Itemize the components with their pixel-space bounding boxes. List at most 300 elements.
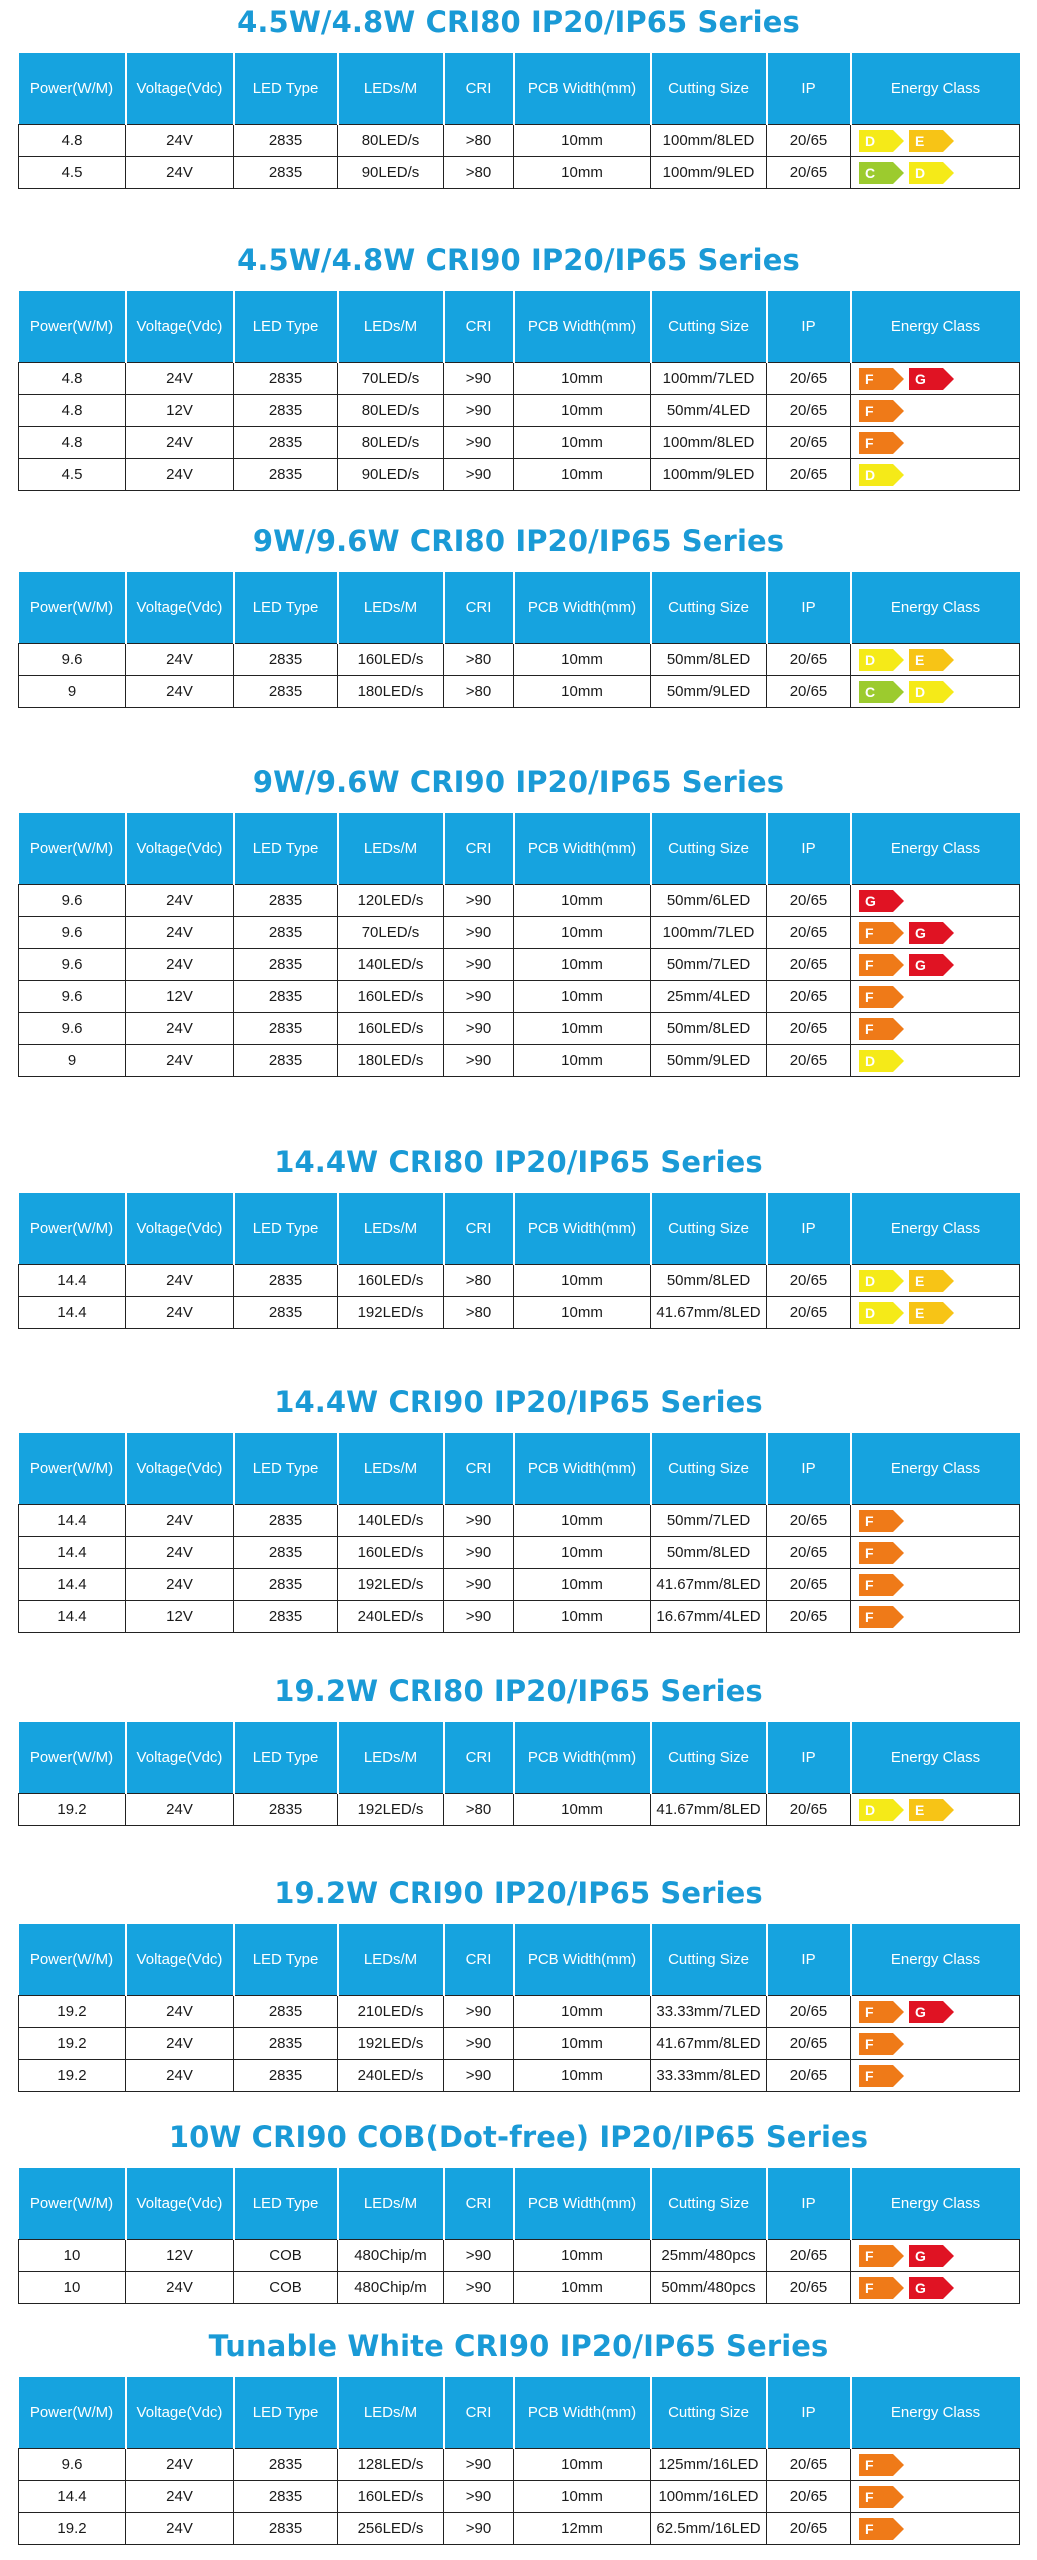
cell-cut: 50mm/7LED	[651, 1505, 767, 1537]
cell-led-type: 2835	[234, 885, 338, 917]
table-row	[19, 1601, 1020, 1633]
energy-class-badge: F	[859, 2065, 893, 2087]
cell-cut: 50mm/8LED	[651, 644, 767, 676]
spec-table	[18, 2168, 1020, 2304]
cell-energy-class	[851, 157, 1020, 189]
cell-leds: 120LED/s	[338, 885, 444, 917]
cell-energy-class	[851, 2481, 1020, 2513]
column-header: Power(W/M)	[19, 291, 126, 363]
column-header: IP	[767, 1433, 851, 1505]
cell-cri: >90	[444, 949, 514, 981]
cell-voltage: 12V	[126, 395, 234, 427]
table-header-row	[19, 291, 1020, 363]
cell-cut: 100mm/7LED	[651, 363, 767, 395]
column-header: Cutting Size	[651, 53, 767, 125]
cell-voltage: 24V	[126, 157, 234, 189]
column-header: Power(W/M)	[19, 1924, 126, 1996]
cell-power: 19.2	[19, 1794, 126, 1826]
series-section	[18, 760, 1019, 1077]
column-header: LED Type	[234, 2377, 338, 2449]
series-title: 19.2W CRI80 IP20/IP65 Series	[274, 1674, 763, 1708]
cell-led-type: 2835	[234, 949, 338, 981]
cell-ip: 20/65	[767, 1794, 851, 1826]
cell-power: 14.4	[19, 1537, 126, 1569]
table-header-row	[19, 1433, 1020, 1505]
series-section	[18, 1871, 1019, 2092]
cell-cut: 62.5mm/16LED	[651, 2513, 767, 2545]
series-title: 10W CRI90 COB(Dot-free) IP20/IP65 Series	[168, 2120, 869, 2154]
cell-cut: 33.33mm/7LED	[651, 1996, 767, 2028]
cell-cut: 50mm/9LED	[651, 676, 767, 708]
energy-class-badge: F	[859, 1574, 893, 1596]
column-header: LEDs/M	[338, 572, 444, 644]
cell-power: 4.8	[19, 363, 126, 395]
cell-leds: 160LED/s	[338, 644, 444, 676]
cell-led-type: 2835	[234, 676, 338, 708]
column-header: CRI	[444, 1924, 514, 1996]
column-header: PCB Width(mm)	[514, 572, 651, 644]
energy-class-badge: D	[859, 1799, 893, 1821]
cell-cut: 50mm/6LED	[651, 885, 767, 917]
cell-led-type: 2835	[234, 2060, 338, 2092]
cell-ip: 20/65	[767, 1265, 851, 1297]
cell-cut: 41.67mm/8LED	[651, 1569, 767, 1601]
cell-power: 9.6	[19, 2449, 126, 2481]
column-header: PCB Width(mm)	[514, 1722, 651, 1794]
column-header: Power(W/M)	[19, 1433, 126, 1505]
cell-cut: 16.67mm/4LED	[651, 1601, 767, 1633]
column-header: Cutting Size	[651, 1433, 767, 1505]
cell-ip: 20/65	[767, 1996, 851, 2028]
table-header-row	[19, 53, 1020, 125]
cell-cri: >90	[444, 981, 514, 1013]
cell-leds: 80LED/s	[338, 427, 444, 459]
cell-leds: 480Chip/m	[338, 2272, 444, 2304]
cell-energy-class	[851, 1013, 1020, 1045]
cell-voltage: 24V	[126, 949, 234, 981]
cell-cut: 100mm/8LED	[651, 125, 767, 157]
cell-power: 9.6	[19, 1013, 126, 1045]
cell-ip: 20/65	[767, 2481, 851, 2513]
cell-cri: >90	[444, 1013, 514, 1045]
cell-cri: >90	[444, 2028, 514, 2060]
cell-led-type: 2835	[234, 2513, 338, 2545]
cell-power: 19.2	[19, 2060, 126, 2092]
cell-energy-class	[851, 1265, 1020, 1297]
cell-energy-class	[851, 981, 1020, 1013]
column-header: IP	[767, 572, 851, 644]
column-header: IP	[767, 2377, 851, 2449]
table-row	[19, 1505, 1020, 1537]
table-row	[19, 125, 1020, 157]
table-row	[19, 1794, 1020, 1826]
table-row	[19, 395, 1020, 427]
table-row	[19, 1569, 1020, 1601]
cell-cri: >90	[444, 363, 514, 395]
cell-led-type: 2835	[234, 644, 338, 676]
cell-cut: 100mm/9LED	[651, 459, 767, 491]
cell-pcb: 10mm	[514, 1265, 651, 1297]
column-header: LED Type	[234, 1924, 338, 1996]
cell-voltage: 24V	[126, 1996, 234, 2028]
column-header: Voltage(Vdc)	[126, 1924, 234, 1996]
cell-voltage: 24V	[126, 1794, 234, 1826]
cell-power: 9.6	[19, 885, 126, 917]
cell-cri: >90	[444, 2481, 514, 2513]
cell-leds: 160LED/s	[338, 2481, 444, 2513]
cell-power: 9.6	[19, 981, 126, 1013]
cell-cut: 50mm/8LED	[651, 1013, 767, 1045]
energy-class-badge: F	[859, 922, 893, 944]
cell-cri: >90	[444, 1537, 514, 1569]
energy-class-badge: G	[909, 2245, 943, 2267]
cell-power: 9.6	[19, 644, 126, 676]
cell-energy-class	[851, 1297, 1020, 1329]
cell-ip: 20/65	[767, 1297, 851, 1329]
table-row	[19, 2240, 1020, 2272]
cell-power: 14.4	[19, 1265, 126, 1297]
cell-ip: 20/65	[767, 949, 851, 981]
column-header: LEDs/M	[338, 1433, 444, 1505]
cell-led-type: 2835	[234, 363, 338, 395]
column-header: IP	[767, 1722, 851, 1794]
cell-ip: 20/65	[767, 1505, 851, 1537]
column-header: LEDs/M	[338, 813, 444, 885]
spec-table	[18, 813, 1020, 1077]
energy-class-badge: F	[859, 1542, 893, 1564]
column-header: LED Type	[234, 572, 338, 644]
cell-voltage: 24V	[126, 644, 234, 676]
table-row	[19, 1537, 1020, 1569]
cell-cri: >80	[444, 125, 514, 157]
energy-class-badge: E	[909, 1799, 943, 1821]
cell-power: 9	[19, 1045, 126, 1077]
cell-ip: 20/65	[767, 125, 851, 157]
column-header: Cutting Size	[651, 1924, 767, 1996]
cell-ip: 20/65	[767, 885, 851, 917]
cell-power: 19.2	[19, 2513, 126, 2545]
spec-table	[18, 1924, 1020, 2092]
cell-led-type: 2835	[234, 157, 338, 189]
column-header: CRI	[444, 572, 514, 644]
table-row	[19, 1265, 1020, 1297]
energy-class-badge: D	[859, 1302, 893, 1324]
table-row	[19, 2513, 1020, 2545]
cell-voltage: 24V	[126, 2028, 234, 2060]
column-header: LED Type	[234, 1433, 338, 1505]
cell-pcb: 10mm	[514, 2240, 651, 2272]
column-header: LEDs/M	[338, 53, 444, 125]
cell-led-type: 2835	[234, 1013, 338, 1045]
energy-class-badge: F	[859, 368, 893, 390]
cell-energy-class	[851, 676, 1020, 708]
series-title: 9W/9.6W CRI90 IP20/IP65 Series	[252, 765, 785, 799]
cell-ip: 20/65	[767, 459, 851, 491]
cell-cri: >90	[444, 1045, 514, 1077]
cell-energy-class	[851, 2513, 1020, 2545]
cell-pcb: 12mm	[514, 2513, 651, 2545]
cell-voltage: 24V	[126, 2481, 234, 2513]
cell-voltage: 24V	[126, 1265, 234, 1297]
column-header: LEDs/M	[338, 2168, 444, 2240]
cell-led-type: 2835	[234, 125, 338, 157]
table-row	[19, 676, 1020, 708]
cell-voltage: 24V	[126, 2272, 234, 2304]
column-header: CRI	[444, 813, 514, 885]
cell-energy-class	[851, 885, 1020, 917]
column-header: CRI	[444, 2168, 514, 2240]
cell-cut: 100mm/8LED	[651, 427, 767, 459]
cell-leds: 70LED/s	[338, 917, 444, 949]
column-header: Energy Class	[851, 1193, 1020, 1265]
column-header: Energy Class	[851, 1433, 1020, 1505]
cell-ip: 20/65	[767, 427, 851, 459]
cell-power: 14.4	[19, 1601, 126, 1633]
cell-pcb: 10mm	[514, 1601, 651, 1633]
cell-leds: 192LED/s	[338, 1794, 444, 1826]
cell-power: 9.6	[19, 917, 126, 949]
cell-energy-class	[851, 2449, 1020, 2481]
cell-cri: >90	[444, 395, 514, 427]
table-row	[19, 949, 1020, 981]
column-header: Power(W/M)	[19, 572, 126, 644]
cell-pcb: 10mm	[514, 2272, 651, 2304]
cell-led-type: 2835	[234, 1265, 338, 1297]
spec-table	[18, 2377, 1020, 2545]
cell-pcb: 10mm	[514, 1794, 651, 1826]
cell-leds: 160LED/s	[338, 1265, 444, 1297]
table-row	[19, 981, 1020, 1013]
cell-power: 10	[19, 2272, 126, 2304]
cell-cut: 50mm/8LED	[651, 1265, 767, 1297]
spec-table	[18, 1722, 1020, 1826]
column-header: PCB Width(mm)	[514, 2377, 651, 2449]
column-header: LED Type	[234, 291, 338, 363]
cell-cri: >90	[444, 2060, 514, 2092]
cell-leds: 90LED/s	[338, 459, 444, 491]
energy-class-badge: F	[859, 400, 893, 422]
cell-power: 4.8	[19, 395, 126, 427]
cell-energy-class	[851, 427, 1020, 459]
cell-voltage: 24V	[126, 917, 234, 949]
table-row	[19, 1045, 1020, 1077]
cell-led-type: COB	[234, 2272, 338, 2304]
column-header: Energy Class	[851, 2168, 1020, 2240]
cell-ip: 20/65	[767, 2060, 851, 2092]
cell-cri: >90	[444, 2272, 514, 2304]
cell-power: 14.4	[19, 1569, 126, 1601]
cell-led-type: 2835	[234, 917, 338, 949]
column-header: Power(W/M)	[19, 2377, 126, 2449]
series-title: 4.5W/4.8W CRI90 IP20/IP65 Series	[237, 243, 800, 277]
table-row	[19, 459, 1020, 491]
cell-cut: 41.67mm/8LED	[651, 1297, 767, 1329]
cell-power: 19.2	[19, 2028, 126, 2060]
column-header: IP	[767, 291, 851, 363]
cell-pcb: 10mm	[514, 2449, 651, 2481]
column-header: Voltage(Vdc)	[126, 53, 234, 125]
cell-pcb: 10mm	[514, 157, 651, 189]
cell-leds: 192LED/s	[338, 1297, 444, 1329]
energy-class-badge: G	[909, 922, 943, 944]
cell-led-type: 2835	[234, 1996, 338, 2028]
cell-power: 14.4	[19, 1297, 126, 1329]
cell-pcb: 10mm	[514, 949, 651, 981]
cell-ip: 20/65	[767, 1045, 851, 1077]
energy-class-badge: D	[909, 681, 943, 703]
column-header: Cutting Size	[651, 1722, 767, 1794]
column-header: IP	[767, 813, 851, 885]
column-header: LED Type	[234, 1722, 338, 1794]
cell-cri: >90	[444, 1569, 514, 1601]
cell-leds: 480Chip/m	[338, 2240, 444, 2272]
cell-led-type: 2835	[234, 1297, 338, 1329]
table-row	[19, 1297, 1020, 1329]
cell-ip: 20/65	[767, 2240, 851, 2272]
cell-cri: >90	[444, 1996, 514, 2028]
spec-table	[18, 1433, 1020, 1633]
cell-ip: 20/65	[767, 157, 851, 189]
cell-pcb: 10mm	[514, 2028, 651, 2060]
table-row	[19, 885, 1020, 917]
cell-energy-class	[851, 1537, 1020, 1569]
cell-voltage: 24V	[126, 459, 234, 491]
cell-power: 4.8	[19, 125, 126, 157]
column-header: Cutting Size	[651, 813, 767, 885]
cell-energy-class	[851, 1505, 1020, 1537]
energy-class-badge: E	[909, 130, 943, 152]
column-header: PCB Width(mm)	[514, 53, 651, 125]
column-header: PCB Width(mm)	[514, 1193, 651, 1265]
cell-leds: 240LED/s	[338, 2060, 444, 2092]
energy-class-badge: G	[909, 954, 943, 976]
energy-class-badge: D	[859, 1050, 893, 1072]
cell-cri: >90	[444, 459, 514, 491]
column-header: LED Type	[234, 813, 338, 885]
series-title: 19.2W CRI90 IP20/IP65 Series	[274, 1876, 763, 1910]
column-header: Voltage(Vdc)	[126, 572, 234, 644]
table-row	[19, 363, 1020, 395]
cell-cut: 100mm/9LED	[651, 157, 767, 189]
column-header: LED Type	[234, 53, 338, 125]
cell-pcb: 10mm	[514, 363, 651, 395]
spec-table	[18, 53, 1020, 189]
cell-ip: 20/65	[767, 2513, 851, 2545]
energy-class-badge: D	[859, 1270, 893, 1292]
table-row	[19, 427, 1020, 459]
cell-led-type: 2835	[234, 2481, 338, 2513]
table-header-row	[19, 1722, 1020, 1794]
cell-pcb: 10mm	[514, 1569, 651, 1601]
cell-cri: >90	[444, 885, 514, 917]
energy-class-badge: F	[859, 2245, 893, 2267]
cell-cut: 41.67mm/8LED	[651, 1794, 767, 1826]
cell-cut: 50mm/7LED	[651, 949, 767, 981]
cell-energy-class	[851, 1794, 1020, 1826]
cell-energy-class	[851, 1601, 1020, 1633]
column-header: Cutting Size	[651, 2377, 767, 2449]
table-header-row	[19, 2168, 1020, 2240]
cell-leds: 140LED/s	[338, 949, 444, 981]
table-row	[19, 2028, 1020, 2060]
column-header: LEDs/M	[338, 1924, 444, 1996]
energy-class-badge: F	[859, 1018, 893, 1040]
column-header: LED Type	[234, 2168, 338, 2240]
cell-power: 14.4	[19, 2481, 126, 2513]
series-section	[18, 1140, 1019, 1329]
cell-pcb: 10mm	[514, 1537, 651, 1569]
energy-class-badge: G	[909, 368, 943, 390]
cell-leds: 90LED/s	[338, 157, 444, 189]
cell-cut: 33.33mm/8LED	[651, 2060, 767, 2092]
series-section	[18, 1380, 1019, 1633]
energy-class-badge: F	[859, 1510, 893, 1532]
series-section	[18, 238, 1019, 491]
column-header: Voltage(Vdc)	[126, 291, 234, 363]
cell-ip: 20/65	[767, 2272, 851, 2304]
cell-cri: >80	[444, 1794, 514, 1826]
energy-class-badge: F	[859, 432, 893, 454]
cell-cri: >90	[444, 1601, 514, 1633]
energy-class-badge: F	[859, 1606, 893, 1628]
cell-pcb: 10mm	[514, 2481, 651, 2513]
cell-ip: 20/65	[767, 1537, 851, 1569]
column-header: CRI	[444, 291, 514, 363]
cell-leds: 128LED/s	[338, 2449, 444, 2481]
cell-leds: 160LED/s	[338, 1013, 444, 1045]
cell-voltage: 24V	[126, 2060, 234, 2092]
cell-cut: 50mm/480pcs	[651, 2272, 767, 2304]
column-header: Energy Class	[851, 572, 1020, 644]
column-header: CRI	[444, 2377, 514, 2449]
energy-class-badge: C	[859, 162, 893, 184]
cell-energy-class	[851, 917, 1020, 949]
cell-ip: 20/65	[767, 1013, 851, 1045]
series-section	[18, 519, 1019, 708]
cell-power: 4.8	[19, 427, 126, 459]
table-row	[19, 917, 1020, 949]
energy-class-badge: F	[859, 2033, 893, 2055]
cell-pcb: 10mm	[514, 2060, 651, 2092]
column-header: CRI	[444, 1722, 514, 1794]
cell-leds: 192LED/s	[338, 2028, 444, 2060]
cell-cut: 100mm/16LED	[651, 2481, 767, 2513]
cell-cut: 50mm/8LED	[651, 1537, 767, 1569]
column-header: Voltage(Vdc)	[126, 1722, 234, 1794]
cell-leds: 70LED/s	[338, 363, 444, 395]
energy-class-badge: F	[859, 2518, 893, 2540]
cell-led-type: 2835	[234, 1794, 338, 1826]
cell-energy-class	[851, 2240, 1020, 2272]
cell-led-type: COB	[234, 2240, 338, 2272]
column-header: Power(W/M)	[19, 1193, 126, 1265]
cell-led-type: 2835	[234, 427, 338, 459]
column-header: Power(W/M)	[19, 1722, 126, 1794]
cell-voltage: 24V	[126, 2449, 234, 2481]
energy-class-badge: D	[909, 162, 943, 184]
spec-table	[18, 291, 1020, 491]
table-row	[19, 2481, 1020, 2513]
table-row	[19, 2060, 1020, 2092]
cell-power: 9	[19, 676, 126, 708]
table-row	[19, 157, 1020, 189]
energy-class-badge: E	[909, 1302, 943, 1324]
energy-class-badge: G	[859, 890, 893, 912]
column-header: Energy Class	[851, 291, 1020, 363]
column-header: Power(W/M)	[19, 813, 126, 885]
column-header: Energy Class	[851, 1924, 1020, 1996]
table-header-row	[19, 1924, 1020, 1996]
